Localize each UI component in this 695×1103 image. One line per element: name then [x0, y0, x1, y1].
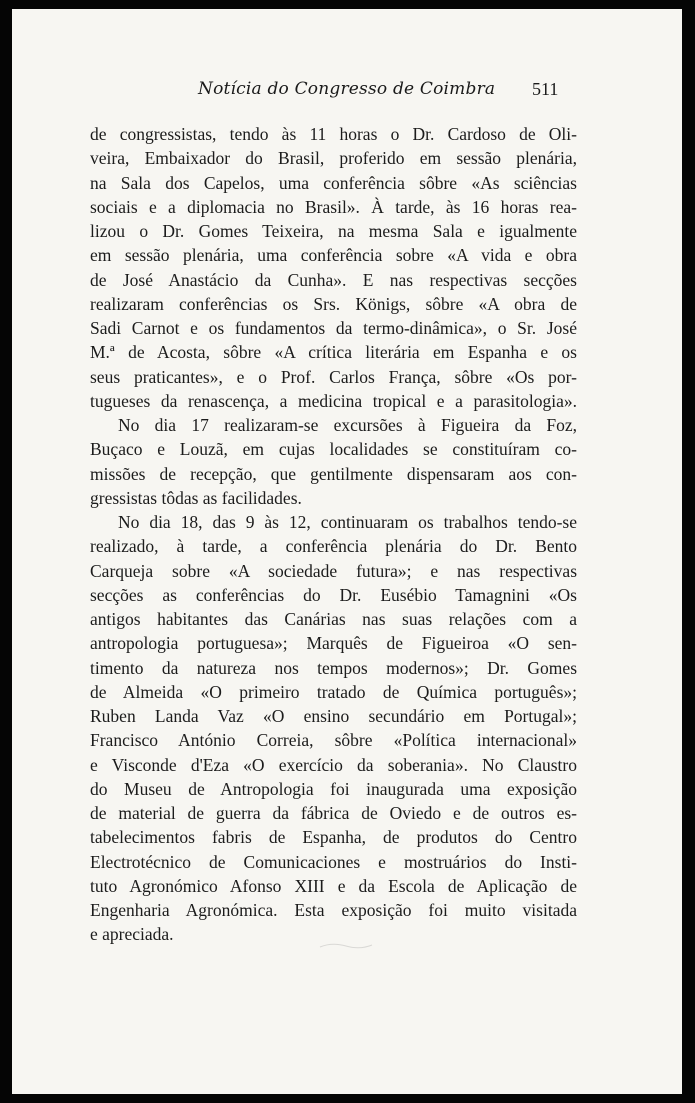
text-line: do Museu de Antropologia foi inaugurada uma exposição: [90, 778, 577, 799]
text-line: Sadi Carnot e os fundamentos da termo-dinâmica», o Sr. José: [90, 318, 577, 338]
text-line: realizaram conferências os Srs. Königs, sôbre «A obra de: [90, 293, 577, 314]
body-text: [90, 122, 577, 947]
text-line: seus praticantes», e o Prof. Carlos França, sôbre «Os por-: [90, 366, 577, 387]
text-line: Engenharia Agronómica. Esta exposição foi muito visitada: [90, 900, 577, 920]
text-line: e Visconde d'Eza «O exercício da soberania». No Claustro: [90, 754, 577, 775]
text-line: sociais e a diplomacia no Brasil». À tarde, às 16 horas rea-: [90, 196, 577, 217]
text-line: Carqueja sobre «A sociedade futura»; e nas respectivas: [90, 560, 577, 581]
page-header: [12, 79, 682, 105]
text-line: na Sala dos Capelos, uma conferência sôbre «As sciências: [90, 172, 577, 193]
book-page: [12, 9, 682, 1094]
page-number: 511: [532, 79, 559, 99]
text-line: missões de recepção, que gentilmente dispensaram aos con-: [90, 463, 577, 484]
text-line: Buçaco e Louzã, em cujas localidades se constituíram co-: [90, 439, 577, 460]
text-line: tabelecimentos fabris de Espanha, de produtos do Centro: [90, 827, 577, 848]
text-line: e apreciada.: [90, 924, 174, 945]
text-line: de José Anastácio da Cunha». E nas respectivas secções: [90, 269, 577, 290]
bleed-through-mark: [318, 939, 374, 951]
text-line: Electrotécnico de Comunicaciones e mostruários do Insti-: [90, 851, 577, 872]
text-line: timento da natureza nos tempos modernos»; Dr. Gomes: [90, 657, 577, 678]
text-line: tugueses da renascença, a medicina tropical e a parasitologia».: [90, 390, 577, 411]
text-line: antigos habitantes das Canárias nas suas relações com a: [90, 609, 577, 629]
text-line: gressistas tôdas as facilidades.: [90, 487, 302, 508]
text-line: No dia 17 realizaram-se excursões à Figueira da Foz,: [118, 415, 577, 435]
text-line: veira, Embaixador do Brasil, proferido em sessão plenária,: [90, 148, 577, 169]
text-line: em sessão plenária, uma conferência sobre «A vida e obra: [90, 245, 577, 266]
text-line: Ruben Landa Vaz «O ensino secundário em Portugal»;: [90, 706, 577, 726]
text-line: tuto Agronómico Afonso XIII e da Escola de Aplicação de: [90, 875, 577, 896]
running-title: Notícia do Congresso de Coimbra: [198, 79, 496, 99]
text-line: Francisco António Correia, sôbre «Política internacional»: [90, 730, 577, 751]
text-line: secções as conferências do Dr. Eusébio Tamagnini «Os: [90, 584, 577, 605]
text-line: de material de guerra da fábrica de Oviedo e de outros es-: [90, 803, 577, 823]
text-line: realizado, à tarde, a conferência plenária do Dr. Bento: [90, 536, 577, 557]
text-line: de Almeida «O primeiro tratado de Química português»;: [90, 681, 577, 702]
text-line: antropologia portuguesa»; Marquês de Figueiroa «O sen-: [90, 633, 577, 654]
text-line: lizou o Dr. Gomes Teixeira, na mesma Sala e igualmente: [90, 221, 577, 241]
text-line: M.ª de Acosta, sôbre «A crítica literária em Espanha e os: [90, 342, 577, 363]
text-line: No dia 18, das 9 às 12, continuaram os trabalhos tendo-se: [118, 512, 577, 532]
text-line: de congressistas, tendo às 11 horas o Dr. Cardoso de Oli-: [90, 124, 577, 144]
